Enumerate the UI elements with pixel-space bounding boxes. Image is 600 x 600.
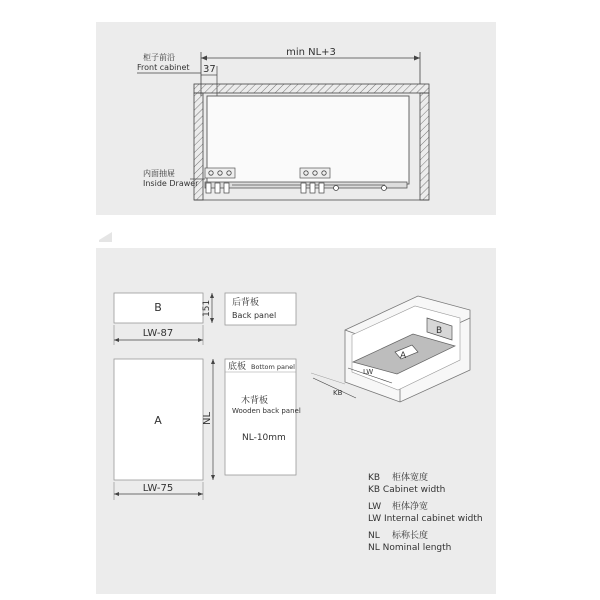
legend-lw-en: LW Internal cabinet width	[368, 514, 483, 524]
dim-min-nl: min NL+3	[286, 47, 336, 58]
iso-lw-label: LW	[363, 368, 374, 376]
iso-b-label: B	[436, 326, 443, 336]
panel-a-width: LW-75	[142, 483, 174, 494]
legend-lw-abbr: LW	[368, 502, 382, 512]
front-cabinet-cn: 柜子前沿	[143, 53, 175, 62]
iso-a-label: A	[400, 351, 407, 361]
legend-kb-cn: 柜体宽度	[392, 473, 429, 483]
legend-nl-cn: 标称长度	[392, 531, 429, 541]
wooden-size: NL-10mm	[242, 433, 286, 443]
cabinet-drawing	[137, 47, 429, 200]
front-cabinet-en: Front cabinet	[137, 63, 190, 72]
panel-b-height: 151	[202, 299, 212, 317]
back-panel-cn: 后背板	[232, 298, 260, 308]
legend-kb-abbr: KB	[368, 473, 381, 483]
panel-a-drawing	[114, 359, 301, 500]
offset-37: 37	[203, 64, 216, 75]
legend-kb-en: KB Cabinet width	[368, 485, 446, 495]
header-book-icon	[99, 232, 112, 242]
bottom-panel-cn: 底板	[228, 362, 247, 372]
wooden-back-en: Wooden back panel	[232, 407, 301, 415]
panel-b-drawing	[114, 293, 296, 345]
legend-lw-cn: 柜体净宽	[392, 502, 429, 512]
panel-a-height: NL	[202, 411, 213, 425]
back-panel-en: Back panel	[232, 311, 277, 320]
iso-kb-label: KB	[333, 389, 343, 397]
cabinet-top-wall	[194, 84, 429, 93]
legend	[368, 471, 483, 553]
legend-nl-en: NL Nominal length	[368, 543, 452, 553]
cabinet-right-wall	[420, 93, 429, 200]
legend-nl-abbr: NL	[368, 531, 380, 541]
bottom-panel-en: Bottom panel	[251, 363, 295, 371]
panel-b-label: B	[154, 301, 162, 314]
section2-title: 16mm 厚的密度板裁切尺寸 Cutting dimensions for 16mm-thick MDF	[118, 230, 549, 245]
panel-a-label: A	[154, 414, 162, 427]
inside-drawer-cn: 内面抽屉	[143, 169, 175, 178]
wooden-back-cn: 木背板	[241, 396, 269, 406]
panel-b-width: LW-87	[142, 328, 174, 339]
section1-title: 滑轨安装尺寸 Rail mounting hole distance	[104, 5, 368, 20]
inside-drawer-en: Inside Drawer	[143, 179, 199, 188]
isometric-drawer	[311, 296, 470, 402]
